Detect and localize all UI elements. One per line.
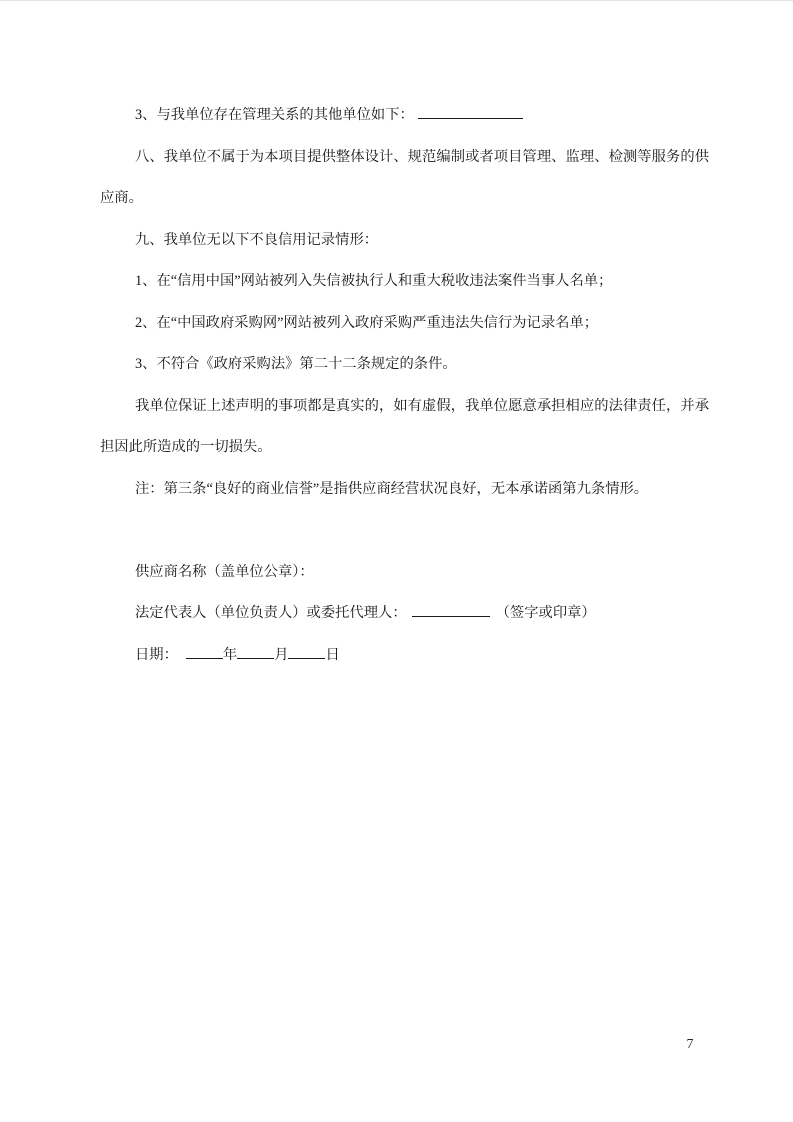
year-label: 年 [222, 646, 238, 663]
clause-ix-no-bad-credit: 九、我单位无以下不良信用记录情形： [135, 231, 379, 248]
guarantee-statement: 我单位保证上述声明的事项都是真实的，如有虚假，我单位愿意承担相应的法律责任，并承担因此所造成的一切损失。 [100, 397, 709, 455]
signature-blank [412, 602, 490, 617]
credit-record-item-2: 2、在“中国政府采购网”网站被列入政府采购严重违法失信行为记录名单； [135, 314, 599, 331]
date-line [100, 635, 709, 677]
legal-representative-line [100, 593, 709, 635]
document-body [100, 95, 709, 676]
blank-line-spacer [100, 510, 709, 552]
fill-in-blank [418, 104, 523, 119]
supplier-name-line: 供应商名称（盖单位公章）： [135, 563, 314, 580]
day-blank [288, 644, 325, 659]
page-number: 7 [686, 1037, 694, 1052]
month-blank [237, 644, 274, 659]
year-blank [186, 644, 223, 659]
sign-or-seal-note: （签字或印章） [495, 605, 596, 621]
date-label: 日期： [135, 646, 178, 663]
clause-viii-not-service-supplier: 八、我单位不属于为本项目提供整体设计、规范编制或者项目管理、监理、检测等服务的供应商。 [100, 148, 709, 206]
credit-record-item-1: 1、在“信用中国”网站被列入失信被执行人和重大税收违法案件当事人名单； [135, 273, 613, 289]
clause-related-units-text: 3、与我单位存在管理关系的其他单位如下： [135, 107, 414, 123]
page-top-edge [0, 0, 793, 1]
month-label: 月 [274, 646, 289, 663]
day-label: 日 [325, 646, 340, 663]
legal-representative-label: 法定代表人（单位负责人）或委托代理人： [135, 605, 407, 621]
note-statement: 注：第三条“良好的商业信誉”是指供应商经营状况良好，无本承诺函第九条情形。 [135, 480, 649, 497]
clause-related-units-item-3 [100, 95, 709, 137]
credit-record-item-3: 3、不符合《政府采购法》第二十二条规定的条件。 [135, 356, 457, 372]
